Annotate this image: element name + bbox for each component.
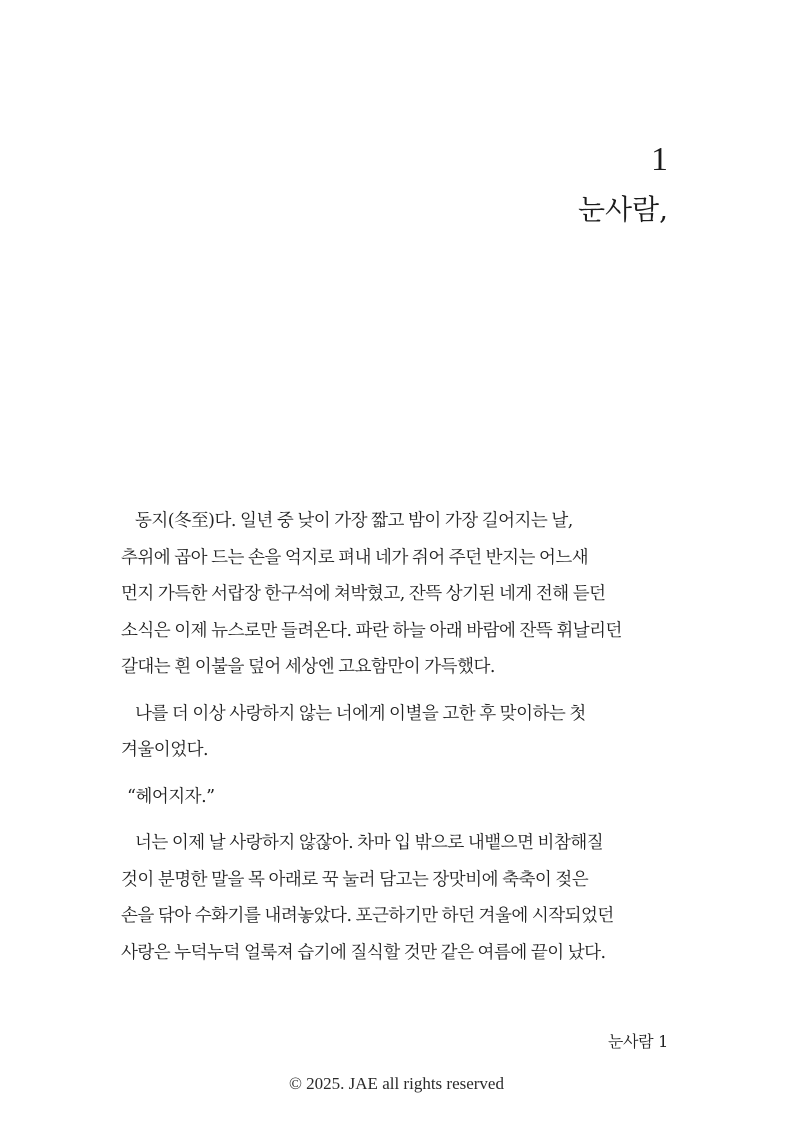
text-line: 너는 이제 날 사랑하지 않잖아. 차마 입 밖으로 내뱉으면 비참해질 (135, 833, 604, 853)
text-line: 것이 분명한 말을 목 아래로 꾹 눌러 담고는 장맛비에 축축이 젖은 (121, 869, 589, 890)
copyright-notice: © 2025. JAE all rights reserved (289, 1074, 504, 1093)
text-line: 소식은 이제 뉴스로만 들려온다. 파란 하늘 아래 바람에 잔뜩 휘날리던 (121, 620, 622, 641)
chapter-title: 눈사람, (577, 193, 668, 226)
text-line: 손을 닦아 수화기를 내려놓았다. 포근하기만 하던 겨울에 시작되었던 (121, 906, 614, 926)
text-line: 먼지 가득한 서랍장 한구석에 쳐박혔고, 잔뜩 상기된 네게 전해 듣던 (121, 584, 606, 604)
text-line: 동지(冬至)다. 일년 중 낮이 가장 짧고 밤이 가장 길어지는 날, (135, 511, 573, 531)
text-line: 나를 더 이상 사랑하지 않는 너에게 이별을 고한 후 맞이하는 첫 (135, 703, 586, 724)
paragraph-4 (121, 825, 676, 971)
text-line: 겨울이었다. (121, 740, 209, 760)
dialogue-line: “헤어지자.” (127, 786, 215, 807)
running-footer: 눈사람 1 (607, 1032, 668, 1051)
text-line: 추위에 곱아 드는 손을 억지로 펴내 네가 쥐어 주던 반지는 어느새 (121, 547, 589, 568)
body-text (121, 503, 676, 981)
chapter-number: 1 (651, 141, 668, 178)
paragraph-1 (121, 503, 676, 686)
text-line: 갈대는 흰 이불을 덮어 세상엔 고요함만이 가득했다. (121, 657, 495, 677)
paragraph-3-dialogue (121, 779, 676, 816)
paragraph-2 (121, 696, 676, 769)
text-line: 사랑은 누덕누덕 얼룩져 습기에 질식할 것만 같은 여름에 끝이 났다. (121, 942, 606, 963)
